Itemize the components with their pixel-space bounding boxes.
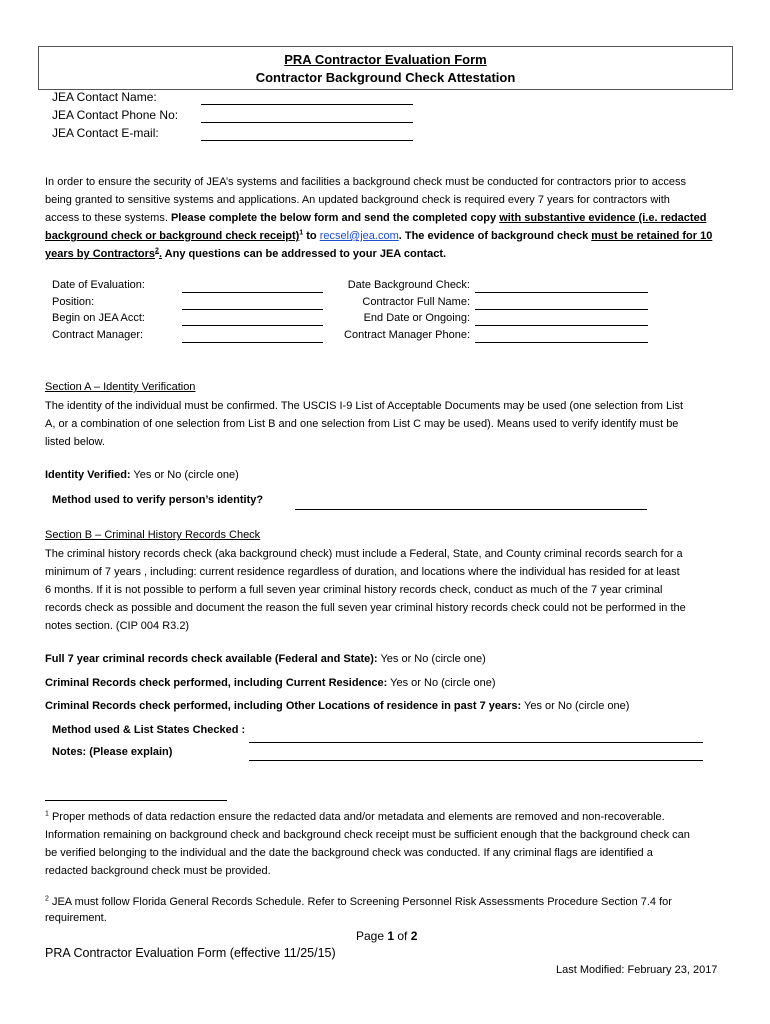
method-list-states-field[interactable] [249, 742, 703, 743]
jea-contact-email-label: JEA Contact E-mail: [52, 126, 159, 140]
form-effective-name: PRA Contractor Evaluation Form (effective 11/25/15) [45, 946, 336, 960]
end-date-or-ongoing-field[interactable] [475, 325, 648, 326]
contract-manager-phone-label: Contract Manager Phone: [344, 329, 470, 341]
page-total: 2 [410, 929, 418, 943]
footnote-1 [45, 808, 690, 880]
date-of-evaluation-label: Date of Evaluation: [52, 279, 145, 291]
intro-text: . The evidence of background check [398, 230, 592, 242]
page-prefix: Page [356, 929, 388, 943]
other-locations-check-label: Criminal Records check performed, including Other Locations of residence in past 7 years: [45, 700, 522, 712]
date-of-evaluation-field[interactable] [182, 292, 323, 293]
section-a-line: A, or a combination of one selection from List B and one selection from List C may be used). Means used to verify identify must be [45, 418, 679, 430]
method-verify-identity-field[interactable] [295, 509, 647, 510]
other-locations-check-row [45, 700, 629, 712]
intro-line: being granted to sensitive systems and applications. An updated background check is required every 7 years for contractors with [45, 194, 670, 206]
footnote-ref-2: 2 [155, 247, 159, 255]
section-b-line: records check as possible and document the reason the full seven year criminal history records check could not be performed in the [45, 602, 686, 614]
other-locations-check-choice[interactable]: Yes or No (circle one) [521, 700, 630, 712]
page-of: of [394, 929, 411, 943]
method-list-states-label: Method used & List States Checked : [52, 724, 246, 736]
footnote-2 [45, 894, 672, 926]
footnote-line [45, 808, 690, 826]
intro-contact-text: Any questions can be addressed to your JEA contact. [162, 248, 447, 260]
jea-contact-name-label: JEA Contact Name: [52, 90, 157, 104]
intro-line [45, 209, 712, 227]
title-box [38, 46, 733, 90]
jea-contact-email-field[interactable] [201, 140, 413, 141]
full-7-year-check-choice[interactable]: Yes or No (circle one) [377, 653, 486, 665]
current-residence-check-choice[interactable]: Yes or No (circle one) [387, 677, 496, 689]
intro-line [45, 245, 712, 263]
contract-manager-phone-field[interactable] [475, 342, 648, 343]
end-date-or-ongoing-label: End Date or Ongoing: [363, 312, 470, 324]
section-b-line: 6 months. If it is not possible to perform a full seven year criminal history records check, conduct as much of the 7 year criminal [45, 584, 663, 596]
identity-verified-label: Identity Verified: [45, 469, 131, 481]
intro-evidence-text: with substantive evidence (i.e. redacted [499, 212, 707, 224]
footnote-line: be verified belonging to the individual and the date the background check was conducted. If any criminal flags are identified a [45, 847, 653, 859]
intro-text: access to these systems. [45, 212, 171, 224]
section-b-line: minimum of 7 years , including: current residence regardless of duration, and locations where the individual has resided for at least [45, 566, 680, 578]
contractor-full-name-label: Contractor Full Name: [362, 296, 470, 308]
date-background-check-field[interactable] [475, 292, 648, 293]
footnote-number: 1 [45, 810, 49, 818]
full-7-year-check-label: Full 7 year criminal records check available (Federal and State): [45, 653, 378, 665]
last-modified-date: Last Modified: February 23, 2017 [556, 964, 718, 976]
contractor-full-name-field[interactable] [475, 309, 648, 310]
current-residence-check-label: Criminal Records check performed, including Current Residence: [45, 677, 388, 689]
current-residence-check-row [45, 677, 496, 689]
intro-paragraph [45, 173, 712, 263]
intro-evidence-text: background check or background check receipt) [45, 230, 300, 242]
form-subtitle: Contractor Background Check Attestation [255, 70, 516, 85]
form-title: PRA Contractor Evaluation Form [284, 52, 487, 67]
footnote-line: redacted background check must be provided. [45, 865, 271, 877]
footnote-line [45, 894, 672, 910]
footnote-line: requirement. [45, 912, 107, 924]
footnote-line: Information remaining on background check and background check receipt must be sufficient enough that the background check can [45, 829, 690, 841]
intro-text: to [303, 230, 320, 242]
identity-verified-choice[interactable]: Yes or No (circle one) [130, 469, 239, 481]
footnote-text: Proper methods of data redaction ensure the redacted data and/or metadata and elements are removed and non-recoverable. [48, 811, 665, 823]
footnote-text: JEA must follow Florida General Records Schedule. Refer to Screening Personnel Risk Assessments Procedure Section 7.4 for [48, 896, 672, 908]
section-b-line: notes section. (CIP 004 R3.2) [45, 620, 190, 632]
intro-line: In order to ensure the security of JEA’s systems and facilities a background check must be conducted for contractors prior to access [45, 176, 686, 188]
begin-on-jea-acct-label: Begin on JEA Acct: [52, 312, 145, 324]
begin-on-jea-acct-field[interactable] [182, 325, 323, 326]
section-a-line: The identity of the individual must be confirmed. The USCIS I-9 List of Acceptable Documents may be used (one selection from List [45, 400, 684, 412]
intro-line [45, 227, 712, 245]
page-current: 1 [387, 929, 395, 943]
position-label: Position: [52, 296, 95, 308]
intro-retention-text: must be retained for 10 [591, 230, 713, 242]
identity-verified-row [45, 469, 239, 481]
date-background-check-label: Date Background Check: [347, 279, 470, 291]
notes-field[interactable] [249, 760, 703, 761]
intro-instruction: Please complete the below form and send the completed copy [170, 212, 500, 224]
section-a-heading: Section A – Identity Verification [45, 381, 196, 393]
jea-contact-name-field[interactable] [201, 104, 413, 105]
footnote-ref-1: 1 [299, 229, 304, 237]
full-7-year-check-row [45, 653, 486, 665]
method-verify-identity-label: Method used to verify person’s identity? [52, 494, 264, 506]
contract-manager-field[interactable] [182, 342, 323, 343]
footnote-number: 2 [45, 895, 49, 903]
email-link[interactable]: recsel@jea.com [319, 230, 399, 242]
intro-retention-text: years by Contractors [45, 248, 156, 260]
section-a-line: listed below. [45, 436, 105, 448]
intro-text: . [158, 248, 163, 260]
section-a-paragraph [45, 397, 683, 451]
section-b-heading: Section B – Criminal History Records Check [45, 529, 261, 541]
page-number [356, 929, 417, 943]
position-field[interactable] [182, 309, 323, 310]
section-b-paragraph [45, 545, 686, 635]
jea-contact-phone-label: JEA Contact Phone No: [52, 108, 179, 122]
section-b-line: The criminal history records check (aka background check) must include a Federal, State, and County criminal records search for a [45, 548, 683, 560]
contract-manager-label: Contract Manager: [52, 329, 144, 341]
notes-label: Notes: (Please explain) [52, 746, 173, 758]
footnote-separator [45, 800, 227, 801]
jea-contact-phone-field[interactable] [201, 122, 413, 123]
